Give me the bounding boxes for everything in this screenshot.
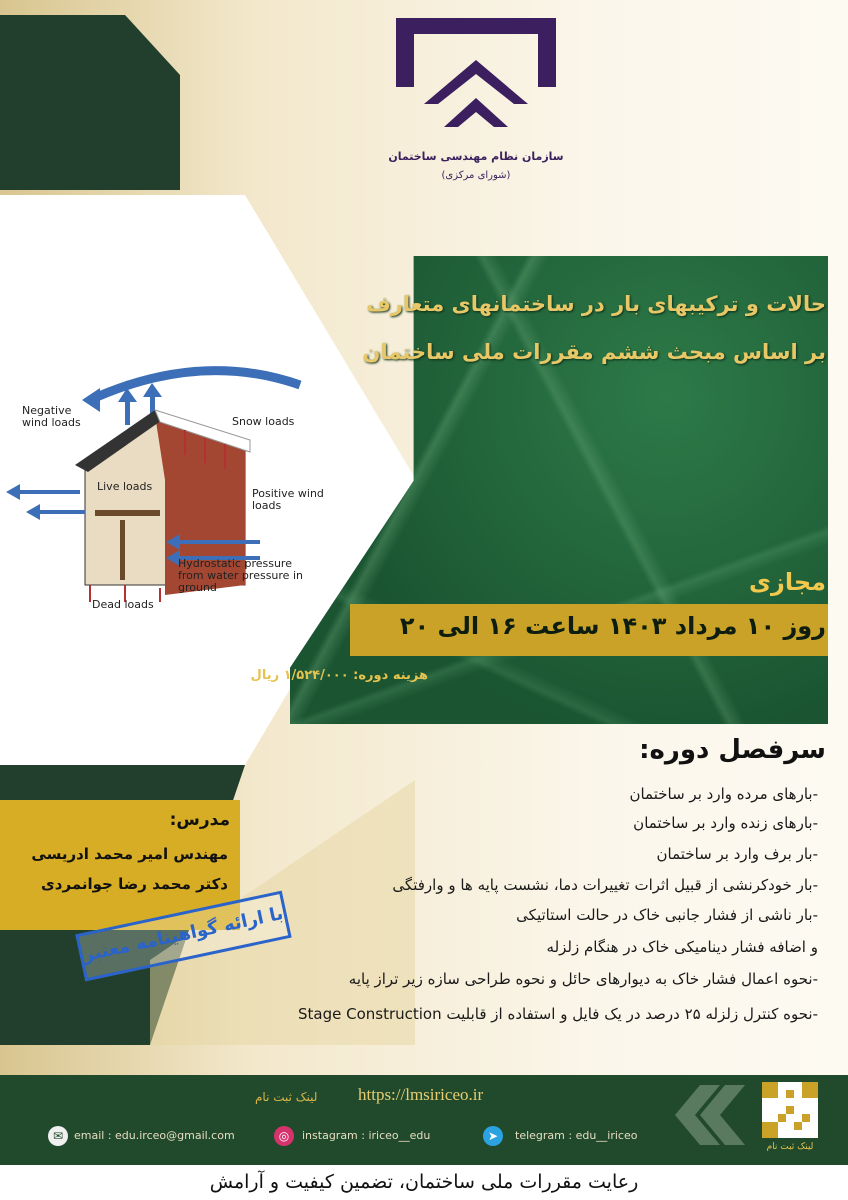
- outline-item: -بار خودکرنشی از قبیل اثرات تغییرات دما، نشست پایه ها و وارفتگی: [392, 876, 818, 894]
- outline-heading: سرفصل دوره:: [639, 735, 826, 765]
- instagram-icon: ◎: [274, 1126, 294, 1146]
- label-positive-wind: Positive wind loads: [252, 487, 324, 512]
- instructor-name: مهندس امیر محمد ادریسی: [31, 845, 228, 863]
- outline-item: -بارهای مرده وارد بر ساختمان: [629, 785, 818, 803]
- qr-code-icon: [762, 1082, 818, 1138]
- qr-caption: لینک ثبت نام: [766, 1142, 814, 1152]
- label-live-loads: Live loads: [97, 480, 153, 493]
- course-fee: هزینه دوره: ۱/۵۲۴/۰۰۰ ریال: [250, 668, 428, 683]
- outline-item: -نحوه کنترل زلزله ۲۵ درصد در یک فایل و استفاده از قابلیت Stage Construction: [297, 1005, 818, 1023]
- outline-item: -نحوه اعمال فشار خاک به دیوارهای حائل و نحوه طراحی سازه زیر تراز پایه: [348, 970, 818, 988]
- instructor-name: دکتر محمد رضا جوانمردی: [41, 875, 228, 893]
- logo-icon: [386, 12, 566, 142]
- course-title-line1: حالات و ترکیبهای بار در ساختمانهای متعارف: [366, 292, 826, 316]
- chevron-decoration-icon: [650, 1080, 750, 1150]
- label-hydrostatic: Hydrostatic pressure from water pressure in ground: [178, 557, 303, 594]
- outline-item: -بارهای زنده وارد بر ساختمان: [633, 814, 818, 832]
- slogan: رعایت مقررات ملی ساختمان، تضمین کیفیت و آرامش: [0, 1165, 848, 1200]
- label-dead-loads: Dead loads: [92, 598, 154, 611]
- qr-code[interactable]: [762, 1082, 818, 1138]
- register-link[interactable]: https://lmsiriceo.ir: [358, 1085, 484, 1104]
- label-snow-loads: Snow loads: [232, 415, 295, 428]
- org-name: سازمان نظام مهندسی ساختمان: [388, 150, 564, 163]
- certificate-stamp: با ارائه گواهینامه معتبر: [75, 891, 291, 982]
- delivery-mode: مجازی: [749, 568, 826, 596]
- label-negative-wind: Negative wind loads: [22, 404, 81, 429]
- org-subtitle: (شورای مرکزی): [441, 170, 511, 181]
- contact-instagram[interactable]: instagram : iriceo__edu: [302, 1129, 431, 1142]
- outline-item: -بار برف وارد بر ساختمان: [656, 845, 818, 863]
- telegram-icon: ➤: [483, 1126, 503, 1146]
- register-label: لینک ثبت نام: [255, 1090, 318, 1104]
- contact-telegram[interactable]: telegram : edu__iriceo: [515, 1129, 638, 1142]
- outline-item: -بار ناشی از فشار جانبی خاک در حالت استاتیکی: [516, 906, 818, 924]
- course-date: روز ۱۰ مرداد ۱۴۰۳ ساعت ۱۶ الی ۲۰: [399, 612, 826, 640]
- instructor-label: مدرس:: [169, 810, 230, 830]
- outline-item: و اضافه فشار دینامیکی خاک در هنگام زلزله: [546, 938, 818, 956]
- course-title-line2: بر اساس مبحث ششم مقررات ملی ساختمان: [362, 340, 826, 364]
- contact-email[interactable]: email : edu.irceo@gmail.com: [74, 1129, 235, 1142]
- email-icon: ✉: [48, 1126, 68, 1146]
